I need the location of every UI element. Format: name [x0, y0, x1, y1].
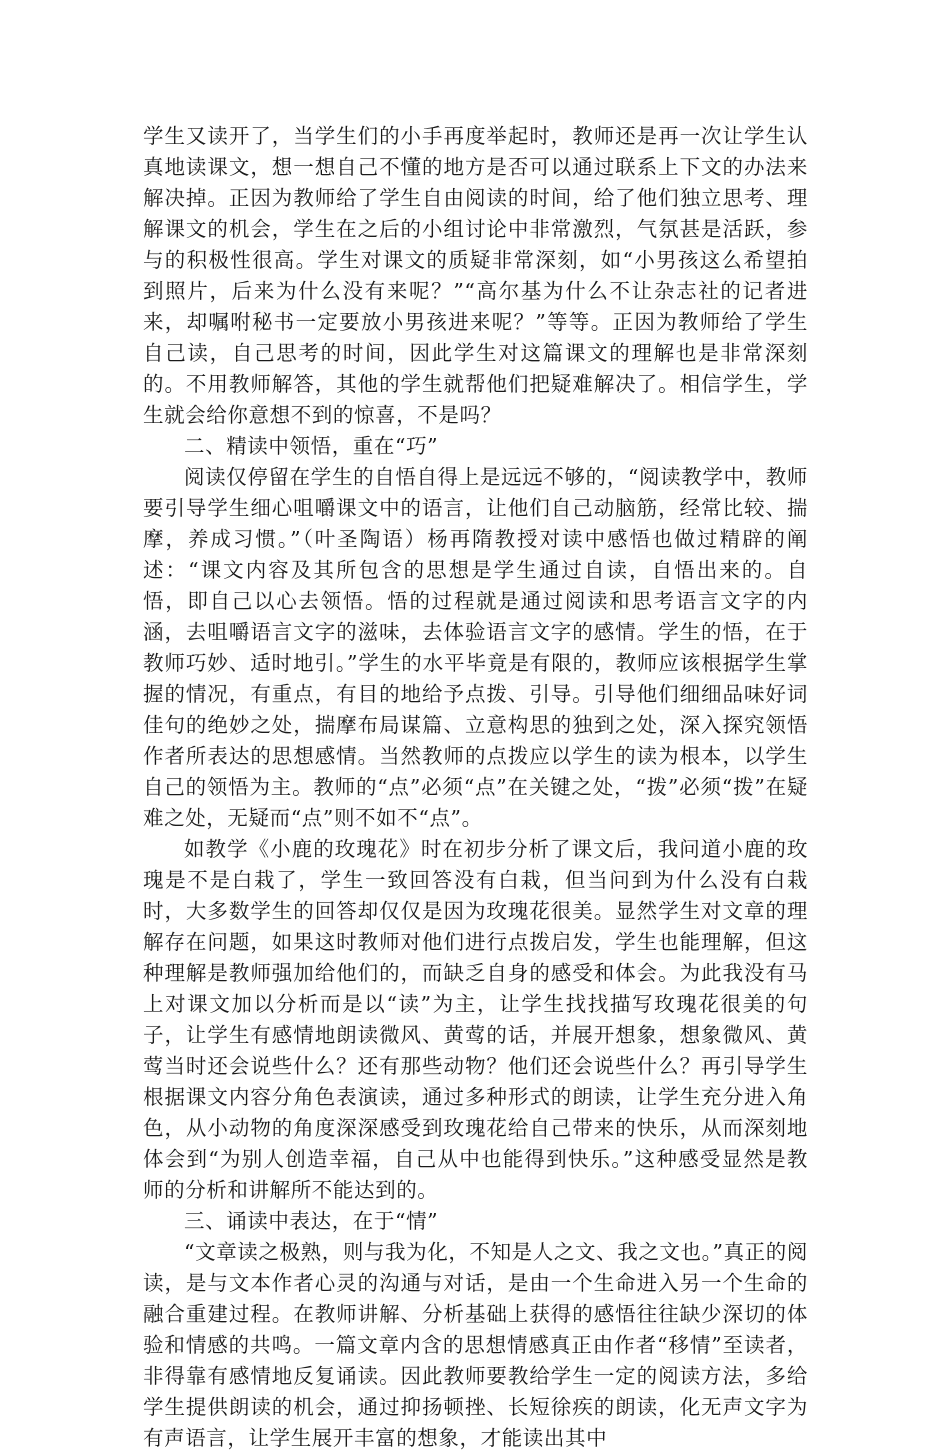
paragraph-recitation: “文章读之极熟，则与我为化，不知是人之文、我之文也。”真正的阅读，是与文本作者心灵的沟通与对话，是由一个生命进入另一个生命的融合重建过程。在教师讲解、分析基础上获得的感悟往往缺少深切的体验和情感的共鸣。一篇文章内含的思想情感真正由作者“移情”至读者，非得靠有感情地反复诵读。因此教师要教给学生一定的阅读方法，多给学生提供朗读的机会，通过抑扬顿挫、长短徐疾的朗读，化无声文字为有声语言，让学生展开丰富的想象，才能读出其中	[143, 1240, 808, 1450]
paragraph-intensive-reading: 阅读仅停留在学生的自悟自得上是远远不够的，“阅读教学中，教师要引导学生细心咀嚼课文中的语言，让他们自己动脑筋，经常比较、揣摩，养成习惯。”（叶圣陶语）杨再隋教授对读中感悟也做过精辟的阐述：“课文内容及其所包含的思想是学生通过自读，自悟出来的。自悟，即自己以心去领悟。悟的过程就是通过阅读和思考语言文字的内涵，去咀嚼语言文字的滋味，去体验语言文字的感情。学生的悟，在于教师巧妙、适时地引。”学生的水平毕竟是有限的，教师应该根据学生掌握的情况，有重点，有目的地给予点拨、引导。引导他们细细品味好词佳句的绝妙之处，揣摩布局谋篇、立意构思的独到之处，深入探究领悟作者所表达的思想感情。当然教师的点拨应以学生的读为根本，以学生自己的领悟为主。教师的“点”必须“点”在关键之处，“拨”必须“拨”在疑难之处，无疑而“点”则不如不“点”。	[143, 465, 808, 830]
paragraph-teaching-example: 如教学《小鹿的玫瑰花》时在初步分析了课文后，我问道小鹿的玫瑰是不是白栽了，学生一致回答没有白栽，但当问到为什么没有白栽时，大多数学生的回答却仅仅是因为玫瑰花很美。显然学生对文章的理解存在问题，如果这时教师对他们进行点拨启发，学生也能理解，但这种理解是教师强加给他们的，而缺乏自身的感受和体会。为此我没有马上对课文加以分析而是以“读”为主，让学生找找描写玫瑰花很美的句子，让学生有感情地朗读微风、黄莺的话，并展开想象，想象微风、黄莺当时还会说些什么？还有那些动物？他们还会说些什么？再引导学生根据课文内容分角色表演读，通过多种形式的朗读，让学生充分进入角色，从小动物的角度深深感受到玫瑰花给自己带来的快乐，从而深刻地体会到“为别人创造幸福，自己从中也能得到快乐。”这种感受显然是教师的分析和讲解所不能达到的。	[143, 837, 808, 1202]
section-heading-2: 二、精读中领悟，重在“巧”	[184, 434, 439, 458]
paragraph-continuation: 学生又读开了，当学生们的小手再度举起时，教师还是再一次让学生认真地读课文，想一想自己不懂的地方是否可以通过联系上下文的办法来解决掉。正因为教师给了学生自由阅读的时间，给了他们独立思考、理解课文的机会，学生在之后的小组讨论中非常激烈，气氛甚是活跃，参与的积极性很高。学生对课文的质疑非常深刻，如“小男孩这么希望拍到照片，后来为什么没有来呢？”“高尔基为什么不让杂志社的记者进来，却嘱咐秘书一定要放小男孩进来呢？”等等。正因为教师给了学生自己读，自己思考的时间，因此学生对这篇课文的理解也是非常深刻的。不用教师解答，其他的学生就帮他们把疑难解决了。相信学生，学生就会给你意想不到的惊喜，不是吗？	[143, 124, 808, 427]
document-page	[143, 121, 808, 1454]
section-heading-3: 三、诵读中表达，在于“情”	[184, 1209, 439, 1233]
